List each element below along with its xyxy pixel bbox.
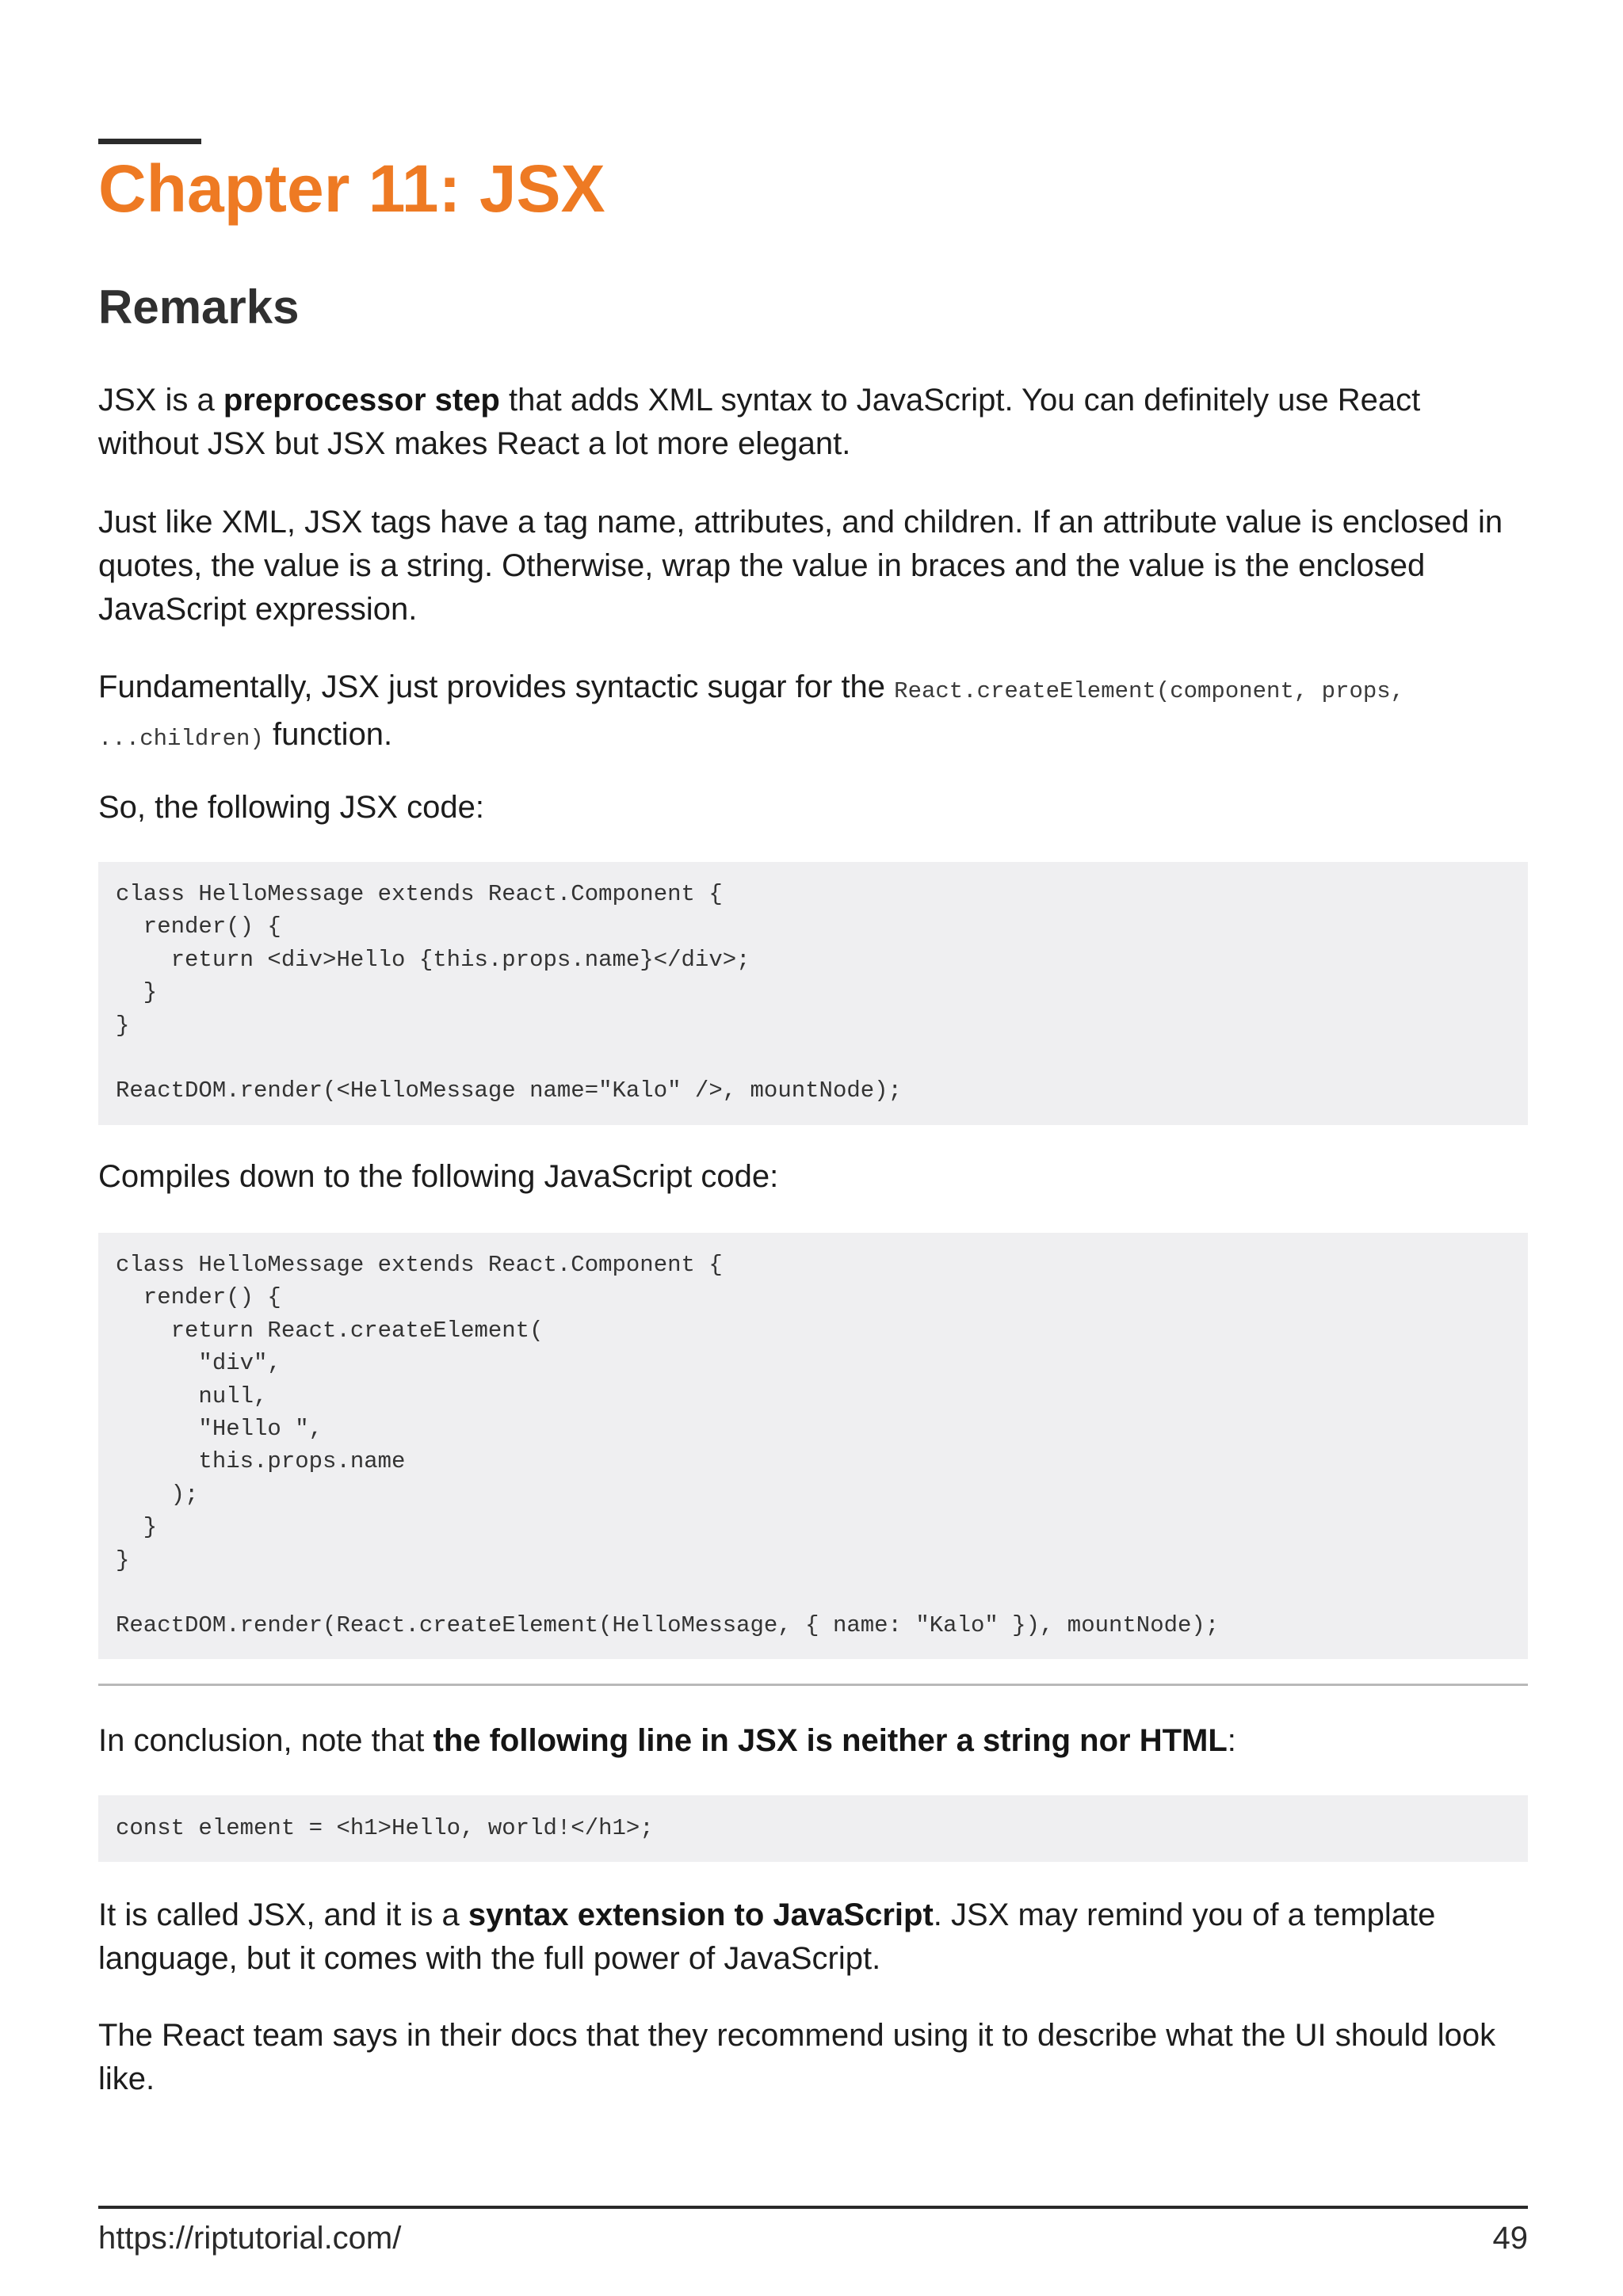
code-block-element	[98, 1795, 1528, 1862]
page-number: 49	[1492, 2221, 1528, 2256]
paragraph-following-jsx: So, the following JSX code:	[98, 790, 484, 825]
bold-text: the following line in JSX is neither a string nor HTML	[433, 1723, 1228, 1758]
paragraph-xml-syntax: Just like XML, JSX tags have a tag name, attributes, and children. If an attribute value is enclosed in quotes, the value is a string. Otherwise, wrap the value in braces and the value is the enclosed JavaScript expression.	[98, 505, 1503, 627]
paragraph-compiles-down: Compiles down to the following JavaScript code:	[98, 1159, 779, 1194]
paragraph-text: function.	[263, 717, 393, 752]
paragraph-text: Fundamentally, JSX just provides syntactic sugar for the	[98, 669, 895, 704]
section-heading: Remarks	[98, 280, 300, 334]
paragraph-text: It is called JSX, and it is a	[98, 1897, 468, 1932]
paragraph-syntactic-sugar	[98, 666, 1528, 761]
bold-text: preprocessor step	[223, 383, 500, 418]
paragraph-text: . JSX may remind you of a template language, but it comes with the full power of JavaScript.	[98, 1897, 1436, 1976]
paragraph-react-team: The React team says in their docs that they recommend using it to describe what the UI should look like.	[98, 2018, 1496, 2096]
inline-code: React.createElement(component, props, ...children)	[98, 678, 1405, 752]
chapter-title: Chapter 11: JSX	[98, 151, 605, 226]
code-block-compiled	[98, 1233, 1528, 1659]
code-text: const element = <h1>Hello, world!</h1>;	[116, 1815, 654, 1841]
paragraph-syntax-extension	[98, 1894, 1528, 1981]
footer-url-link[interactable]: https://riptutorial.com/	[98, 2221, 402, 2256]
divider	[98, 1684, 1528, 1686]
footer-rule	[98, 2206, 1528, 2209]
code-text: class HelloMessage extends React.Component { render() { return <div>Hello {this.props.name}</div>; } } ReactDOM.render(<HelloMessage name="Kalo" />, mountNode);	[116, 881, 902, 1104]
paragraph-text: JSX is a	[98, 383, 223, 418]
code-text: class HelloMessage extends React.Component { render() { return React.createElement( "div", null, "Hello ", this.props.name ); } } ReactDOM.render(React.createElement(HelloMessage, { name: "Kalo" }), mountNode);	[116, 1252, 1220, 1639]
bold-text: syntax extension to JavaScript	[468, 1897, 934, 1932]
code-block-jsx	[98, 862, 1528, 1125]
paragraph-conclusion	[98, 1719, 1528, 1763]
paragraph-text: that adds XML syntax to JavaScript. You can definitely use React without JSX but JSX makes React a lot more elegant.	[98, 383, 1421, 461]
paragraph-text: In conclusion, note that	[98, 1723, 433, 1758]
paragraph-text: :	[1227, 1723, 1236, 1758]
chapter-rule	[98, 139, 201, 144]
paragraph-intro	[98, 379, 1528, 466]
